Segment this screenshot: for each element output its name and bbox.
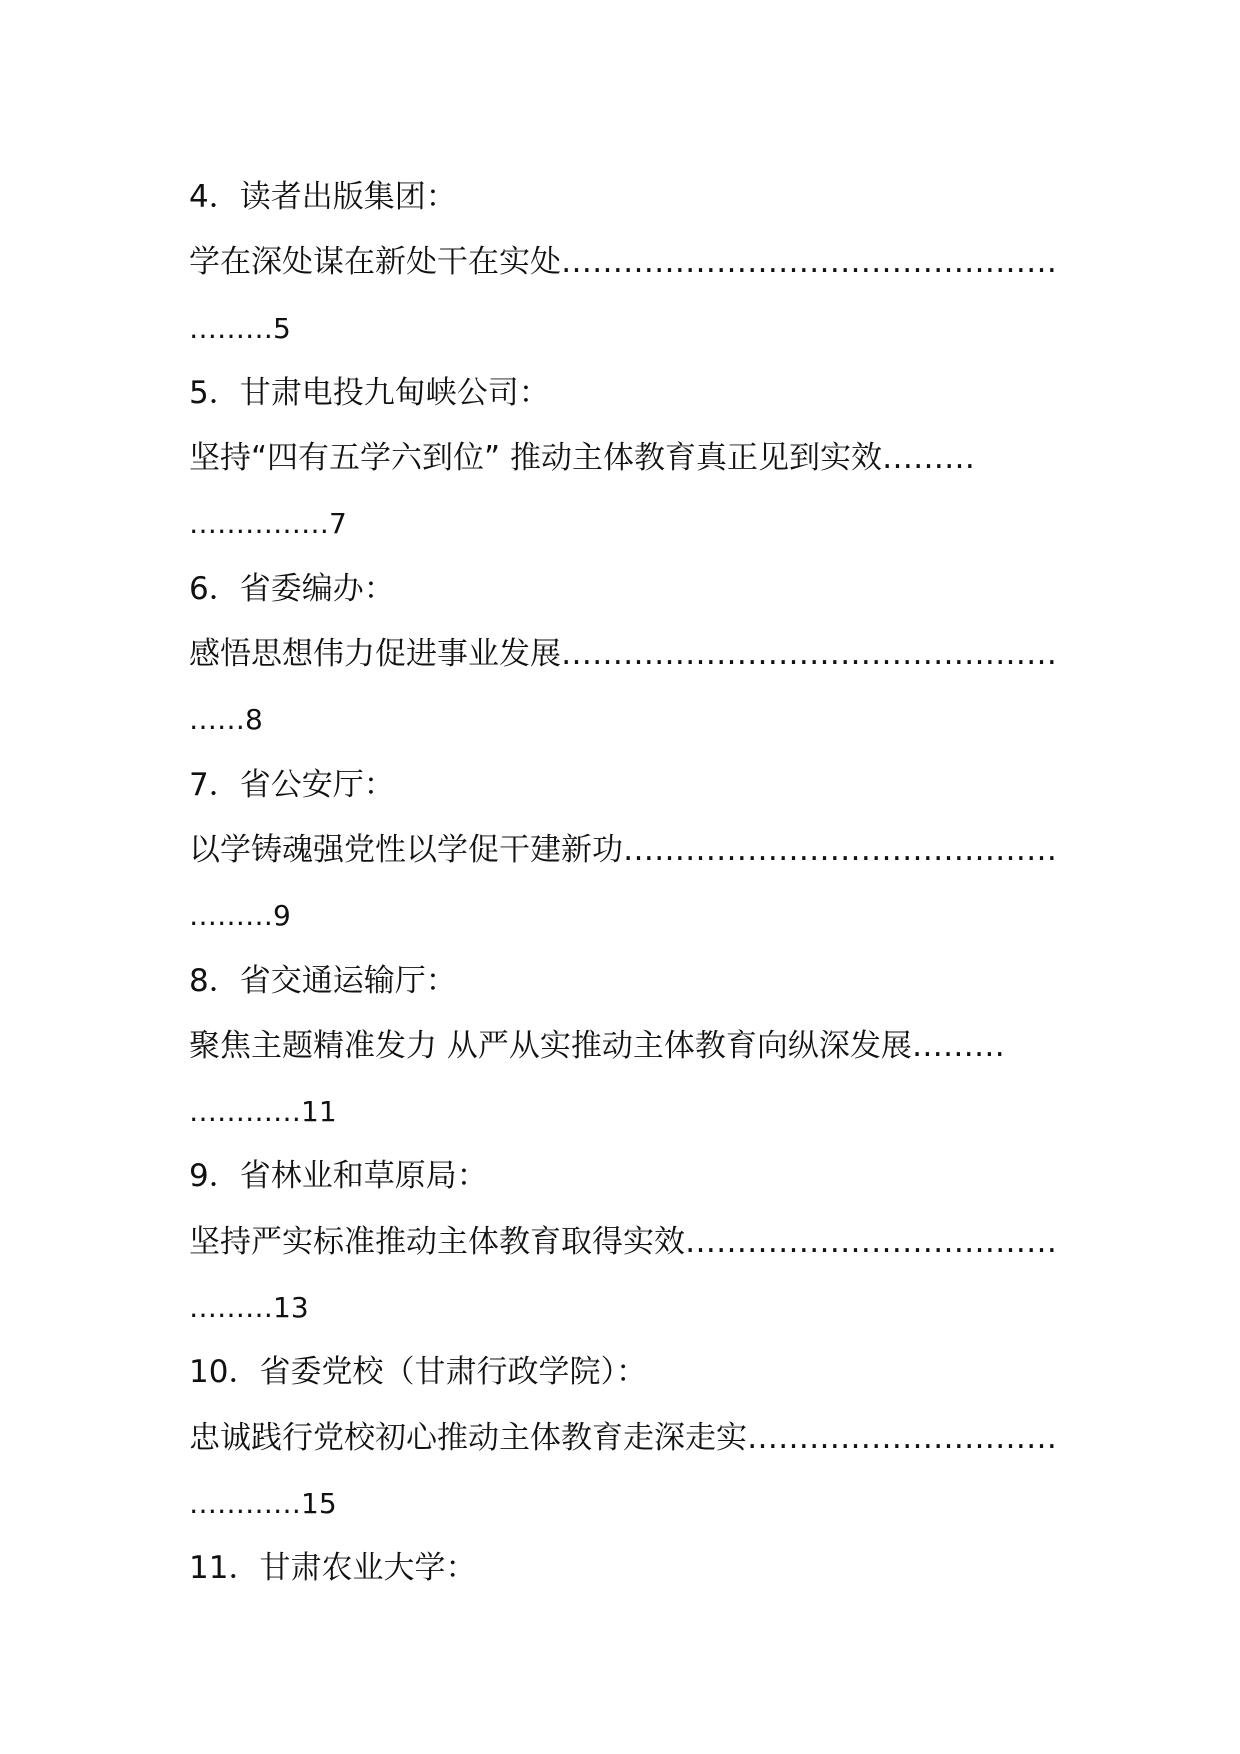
toc-entry-title: 坚持严实标准推动主体教育取得实效……………………………… — [189, 1223, 1057, 1260]
toc-entry-heading: 9．省林业和草原局： — [189, 1158, 488, 1195]
toc-entry-heading: 6．省委编办： — [189, 570, 395, 607]
toc-entry-title: 忠诚践行党校初心推动主体教育走深走实………………………… — [189, 1419, 1057, 1456]
toc-entry-page: ……………7 — [189, 507, 347, 541]
toc-entry-title: 感悟思想伟力促进事业发展………………………………………… — [189, 636, 1057, 673]
toc-entry-title: 以学铸魂强党性以学促干建新功…………………………………… — [189, 831, 1057, 868]
toc-entry-heading: 10．省委党校（甘肃行政学院）： — [189, 1354, 647, 1391]
toc-entry-page: ……8 — [189, 703, 263, 737]
toc-entry-page: ………9 — [189, 899, 291, 933]
toc-entry-heading: 7．省公安厅： — [189, 766, 395, 803]
toc-entry-heading: 5．甘肃电投九甸峡公司： — [189, 374, 550, 411]
toc-entry-title: 聚焦主题精准发力 从严从实推动主体教育向纵深发展……… — [189, 1027, 1005, 1064]
toc-entry-page: ………13 — [189, 1291, 309, 1325]
toc-entry-heading: 11．甘肃农业大学： — [189, 1550, 477, 1587]
toc-entry-page: …………15 — [189, 1486, 337, 1520]
toc-entry-page: …………11 — [189, 1095, 337, 1129]
toc-entry-heading: 4．读者出版集团： — [189, 179, 457, 215]
toc-entry-page: ………5 — [189, 311, 291, 345]
table-of-contents — [189, 165, 1059, 1602]
toc-entry-heading: 8．省交通运输厅： — [189, 962, 457, 999]
toc-entry-title: 学在深处谋在新处干在实处………………………………………… — [189, 244, 1057, 281]
toc-entry-title: 坚持“四有五学六到位” 推动主体教育真正见到实效……… — [189, 440, 975, 477]
